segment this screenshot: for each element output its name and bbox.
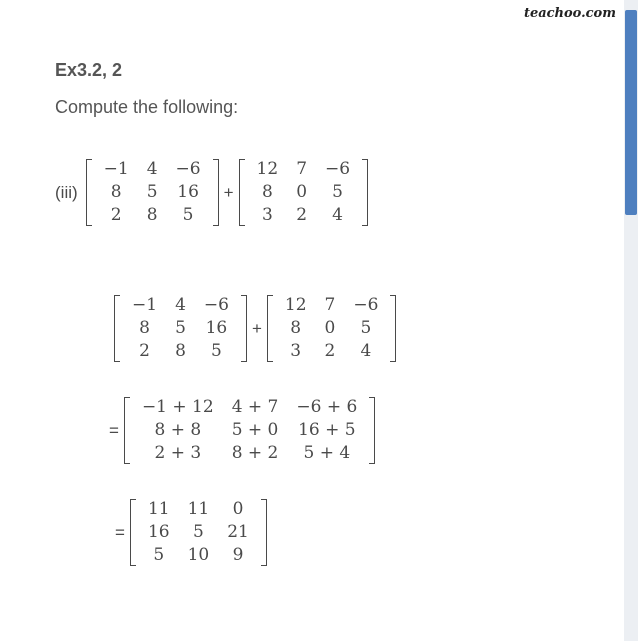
- matrix-entry: 5: [211, 341, 222, 361]
- matrix-entry: 9: [232, 545, 244, 565]
- solution-step-1: [114, 294, 396, 363]
- matrix-entry: 8: [261, 182, 273, 202]
- matrix-table: [276, 294, 388, 363]
- matrix-row: [276, 294, 388, 317]
- matrix-row: [276, 340, 388, 363]
- matrix-entry: 12: [284, 295, 307, 315]
- matrix-entry: 4: [332, 205, 343, 225]
- matrix-entry: 3: [261, 205, 273, 225]
- matrix-row: [248, 158, 360, 181]
- matrix-row: [139, 498, 258, 521]
- matrix-row: [95, 204, 210, 227]
- matrix-row: [139, 521, 258, 544]
- matrix-row: [123, 317, 238, 340]
- matrix-entry: −6: [353, 295, 379, 315]
- matrix-entry: 16: [147, 522, 170, 542]
- matrix-entry: 4: [146, 159, 158, 179]
- scrollbar-thumb[interactable]: [625, 10, 637, 215]
- question-label: (iii): [55, 182, 78, 202]
- matrix-entry: 8: [175, 341, 186, 361]
- matrix-entry: 11: [187, 499, 210, 519]
- exercise-title: Ex3.2, 2: [55, 60, 123, 80]
- matrix-entry: −6 + 6: [296, 397, 358, 417]
- matrix-entry: 12: [256, 159, 279, 179]
- matrix-entry: 2: [324, 341, 336, 361]
- matrix-entry: 5 + 4: [303, 443, 351, 463]
- matrix-row: [248, 181, 360, 204]
- matrix-row: [95, 181, 210, 204]
- matrix-row: [276, 317, 388, 340]
- matrix-a: [86, 158, 219, 227]
- matrix-row: [123, 340, 238, 363]
- matrix-table: [139, 498, 258, 567]
- matrix-entry: 10: [187, 545, 210, 565]
- matrix-entry: −1: [132, 295, 158, 315]
- matrix-entry: 21: [227, 522, 249, 542]
- matrix-entry: 7: [296, 159, 308, 179]
- matrix-entry: 8 + 8: [154, 420, 202, 440]
- matrix-row: [133, 442, 366, 465]
- matrix-entry: 4: [175, 295, 186, 315]
- brand-logo: teachoo.com: [523, 6, 616, 21]
- matrix-entry: 4: [360, 341, 372, 361]
- matrix-entry: 2 + 3: [154, 443, 202, 463]
- equals-sign: =: [115, 522, 125, 542]
- result-matrix: [130, 498, 267, 567]
- instruction-text: Compute the following:: [55, 97, 239, 117]
- matrix-entry: 16 + 5: [298, 420, 356, 440]
- matrix-entry: 16: [177, 182, 199, 202]
- matrix-entry: 5: [192, 522, 204, 542]
- scrollbar[interactable]: [624, 0, 638, 641]
- plus-operator: +: [251, 318, 262, 338]
- matrix-entry: 0: [232, 499, 244, 519]
- matrix-table: [248, 158, 360, 227]
- matrix-row: [133, 419, 366, 442]
- matrix-entry: 5: [146, 182, 158, 202]
- matrix-a: [114, 294, 247, 363]
- matrix-entry: 8: [290, 318, 302, 338]
- matrix-entry: −6: [325, 159, 351, 179]
- matrix-entry: 3: [290, 341, 302, 361]
- matrix-entry: 7: [324, 295, 336, 315]
- matrix-table: [95, 158, 210, 227]
- matrix-entry: −6: [203, 295, 229, 315]
- matrix-entry: −1: [103, 159, 129, 179]
- matrix-entry: 0: [296, 182, 308, 202]
- matrix-entry: 5: [175, 318, 186, 338]
- matrix-entry: 8: [139, 318, 150, 338]
- matrix-entry: 5: [182, 205, 194, 225]
- matrix-row: [95, 158, 210, 181]
- matrix-entry: 5 + 0: [231, 420, 279, 440]
- matrix-entry: 5: [360, 318, 372, 338]
- matrix-entry: −6: [175, 159, 201, 179]
- matrix-entry: 0: [324, 318, 336, 338]
- matrix-b: [239, 158, 369, 227]
- matrix-entry: −1 + 12: [141, 397, 214, 417]
- matrix-entry: 5: [332, 182, 343, 202]
- equals-sign: =: [109, 420, 119, 440]
- matrix-table: [133, 396, 366, 465]
- plus-operator: +: [223, 182, 234, 202]
- matrix-entry: 11: [147, 499, 170, 519]
- solution-step-2: [104, 396, 375, 465]
- matrix-row: [139, 544, 258, 567]
- matrix-entry: 16: [205, 318, 228, 338]
- matrix-entry: 5: [153, 545, 165, 565]
- matrix-entry: 4 + 7: [231, 397, 279, 417]
- matrix-entry: 8: [110, 182, 122, 202]
- sum-expression-matrix: [124, 396, 375, 465]
- matrix-entry: 8 + 2: [231, 443, 279, 463]
- matrix-row: [123, 294, 238, 317]
- matrix-b: [267, 294, 397, 363]
- matrix-entry: 2: [110, 205, 122, 225]
- solution-step-3: [110, 498, 267, 567]
- matrix-entry: 8: [146, 205, 158, 225]
- matrix-row: [133, 396, 366, 419]
- matrix-table: [123, 294, 238, 363]
- matrix-row: [248, 204, 360, 227]
- matrix-entry: 2: [296, 205, 308, 225]
- matrix-entry: 2: [139, 341, 150, 361]
- question-row: [55, 158, 368, 227]
